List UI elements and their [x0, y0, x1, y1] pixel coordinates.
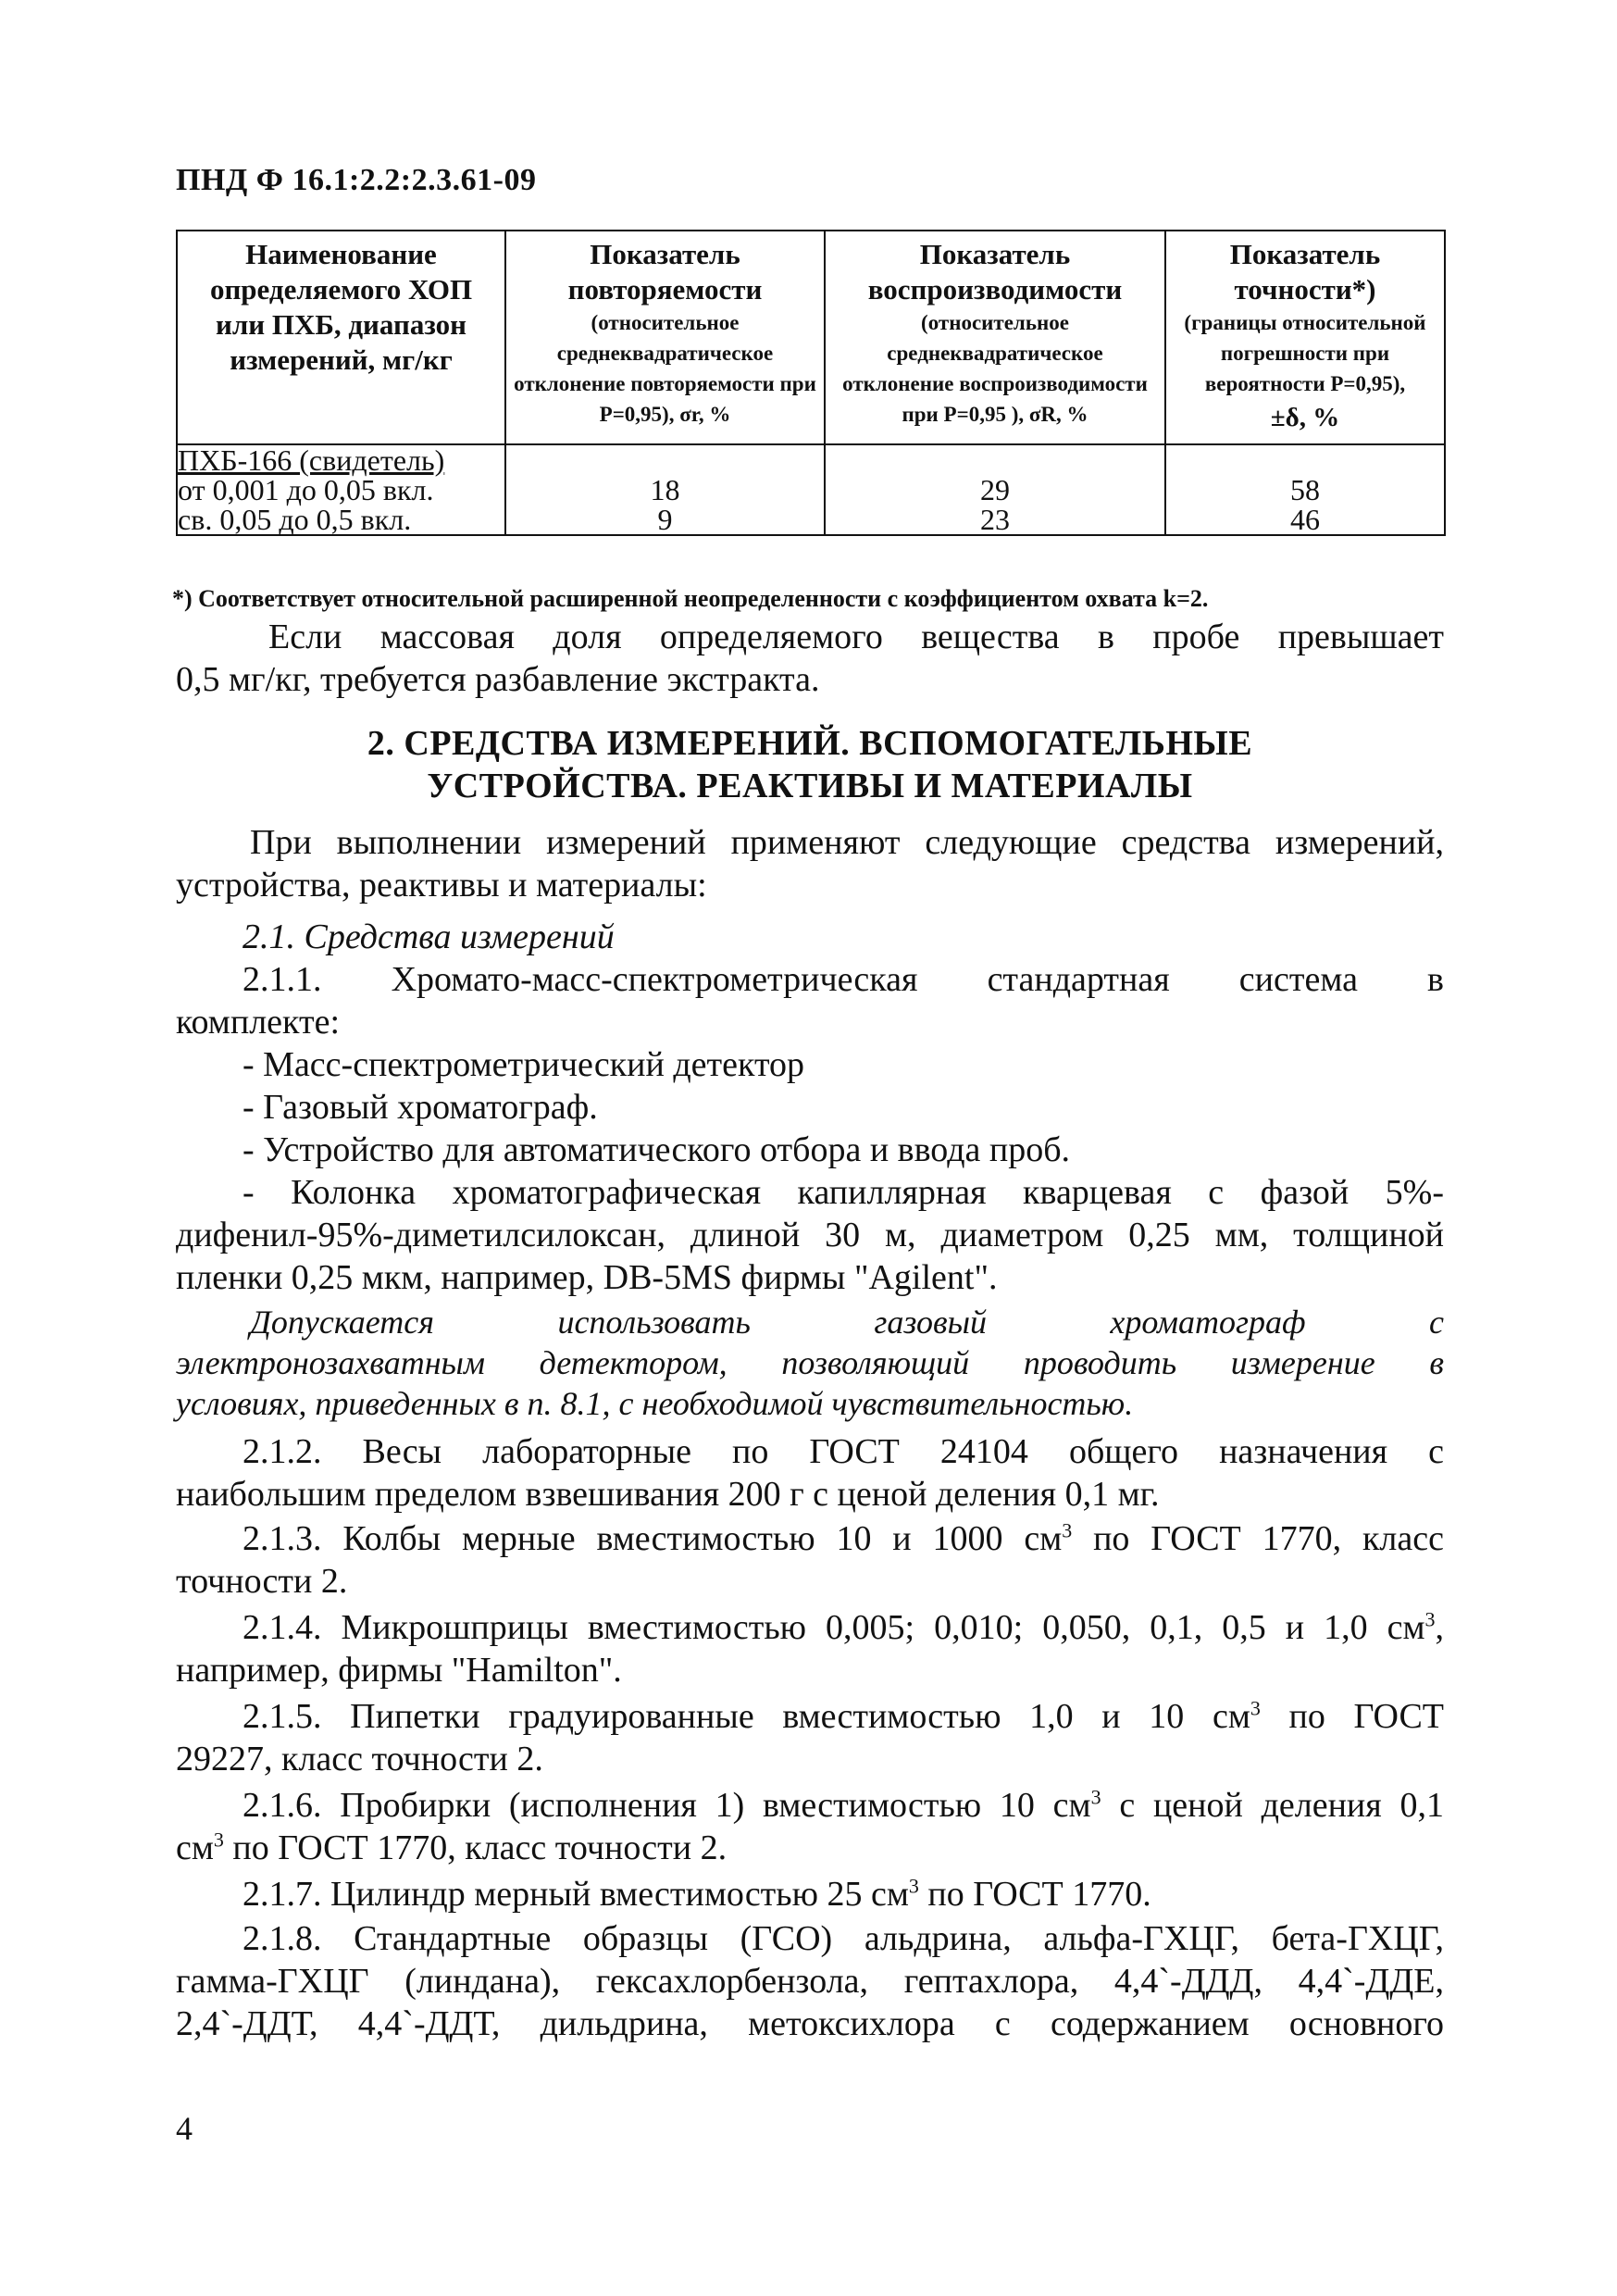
item-2-1-6-line-2 — [176, 1828, 727, 1868]
list-item-autosampler: - Устройство для автоматического отбора и ввода проб. — [243, 1130, 1071, 1169]
note-line-2: электронозахватным детектором, позволяющий проводить измерение в — [176, 1344, 1444, 1381]
col-header-accuracy-subtitle: (границы относительной погрешности при вероятности Р=0,95), — [1184, 311, 1426, 395]
item-2-1-8-line-3: 2,4`-ДДТ, 4,4`-ДДТ, дильдрина, метоксихлора с содержанием основного — [176, 2004, 1444, 2043]
accuracy-2: 46 — [1290, 503, 1320, 536]
dilution-line-2: 0,5 мг/кг, требуется разбавление экстракта. — [176, 660, 820, 699]
reproducibility-1: 29 — [980, 473, 1010, 506]
col-header-reproducibility-subtitle: (относительное среднеквадратическое отклонение воспроизводимости при Р=0,95 ), σR, % — [842, 311, 1148, 426]
item-2-1-3-line-1 — [243, 1518, 1444, 1559]
item-2-1-1-line-1: 2.1.1. Хромато-масс-спектрометрическая стандартная система в — [243, 960, 1444, 999]
repeatability-1: 18 — [650, 473, 680, 506]
item-2-1-6-line-1 — [243, 1785, 1444, 1826]
item-2-1-2-line-2: наибольшим пределом взвешивания 200 г с ценой деления 0,1 мг. — [176, 1475, 1160, 1514]
item-2-1-6-text-a: 2.1.6. Пробирки (исполнения 1) вместимостью 10 см — [243, 1786, 1091, 1825]
range-2: св. 0,05 до 0,5 вкл. — [178, 503, 412, 536]
item-2-1-6-text-c: по ГОСТ 1770, класс точности 2. — [223, 1828, 728, 1867]
item-2-1-7-text-a: 2.1.7. Цилиндр мерный вместимостью 25 см — [243, 1875, 909, 1914]
item-2-1-5-text-a: 2.1.5. Пипетки градуированные вместимостью 1,0 и 10 см — [243, 1697, 1250, 1736]
item-2-1-1-line-2: комплекте: — [176, 1003, 341, 1042]
section-title-line-2: УСТРОЙСТВА. РЕАКТИВЫ И МАТЕРИАЛЫ — [427, 767, 1193, 805]
table-row — [177, 444, 1445, 535]
col-header-repeatability — [505, 231, 825, 444]
item-2-1-8-line-2: гамма-ГХЦГ (линдана), гексахлорбензола, гептахлора, 4,4`-ДДД, 4,4`-ДДЕ, — [176, 1962, 1444, 2001]
accuracy-values — [1165, 444, 1445, 535]
col-header-reproducibility — [825, 231, 1165, 444]
accuracy-table — [176, 230, 1446, 536]
item-2-1-6-sup-2: 3 — [213, 1828, 224, 1852]
item-2-1-4-text-a: 2.1.4. Микрошприцы вместимостью 0,005; 0,010; 0,050, 0,1, 0,5 и 1,0 см — [243, 1608, 1425, 1647]
page-number: 4 — [176, 2110, 193, 2147]
item-2-1-4-text-b: , — [1435, 1608, 1444, 1647]
item-2-1-4-sup: 3 — [1424, 1607, 1436, 1631]
column-line-2: дифенил-95%-диметилсилоксан, длиной 30 м, диаметром 0,25 мм, толщиной — [176, 1216, 1444, 1254]
reproducibility-values — [825, 444, 1165, 535]
reproducibility-2: 23 — [980, 503, 1010, 536]
item-2-1-5-text-b: по ГОСТ — [1260, 1697, 1445, 1736]
note-line-1: Допускается использовать газовый хроматограф с — [250, 1304, 1444, 1341]
section-title-line-1: 2. СРЕДСТВА ИЗМЕРЕНИЙ. ВСПОМОГАТЕЛЬНЫЕ — [367, 724, 1253, 763]
item-2-1-8-line-1: 2.1.8. Стандартные образцы (ГСО) альдрина, альфа-ГХЦГ, бета-ГХЦГ, — [243, 1919, 1444, 1958]
document-code-header: ПНД Ф 16.1:2.2:2.3.61-09 — [176, 163, 537, 197]
repeatability-2: 9 — [657, 503, 673, 536]
item-2-1-3-sup: 3 — [1062, 1518, 1073, 1542]
intro-line-1: При выполнении измерений применяют следующие средства измерений, — [250, 823, 1444, 862]
accuracy-1: 58 — [1290, 473, 1320, 506]
item-2-1-5-sup: 3 — [1250, 1696, 1261, 1720]
group-label: ПХБ-166 (свидетель) — [178, 443, 445, 477]
note-line-3: условиях, приведенных в п. 8.1, с необходимой чувствительностью. — [176, 1385, 1134, 1422]
range-1: от 0,001 до 0,05 вкл. — [178, 473, 434, 506]
table-footnote: *) Соответствует относительной расширенной неопределенности с коэффициентом охвата k=2. — [172, 585, 1209, 612]
col-header-name-text: Наименование определяемого ХОП или ПХБ, диапазон измерений, мг/кг — [209, 238, 473, 376]
item-2-1-6-unit: см — [176, 1828, 214, 1867]
item-2-1-4-line-2: например, фирмы "Hamilton". — [176, 1651, 622, 1690]
col-header-reproducibility-title: Показатель воспроизводимости — [867, 238, 1123, 306]
item-2-1-3-text-b: по ГОСТ 1770, класс — [1072, 1519, 1444, 1558]
col-header-repeatability-title: Показатель повторяемости — [567, 238, 763, 306]
item-2-1-6-text-b: с ценой деления 0,1 — [1101, 1786, 1444, 1825]
column-line-3: пленки 0,25 мкм, например, DB-5MS фирмы "Agilent". — [176, 1258, 998, 1297]
col-header-repeatability-subtitle: (относительное среднеквадратическое отклонение повторяемости при Р=0,95), σr, % — [514, 311, 816, 426]
table-header-row — [177, 231, 1445, 444]
item-2-1-2-line-1: 2.1.2. Весы лабораторные по ГОСТ 24104 общего назначения с — [243, 1432, 1444, 1471]
col-header-name — [177, 231, 505, 444]
item-2-1-7-text-b: по ГОСТ 1770. — [918, 1875, 1151, 1914]
item-2-1-3-line-2: точности 2. — [176, 1562, 348, 1601]
item-2-1-3-text-a: 2.1.3. Колбы мерные вместимостью 10 и 1000 см — [243, 1519, 1063, 1558]
list-item-detector: - Масс-спектрометрический детектор — [243, 1045, 805, 1084]
item-2-1-7 — [243, 1874, 1151, 1915]
col-header-accuracy — [1165, 231, 1445, 444]
col-header-accuracy-tail: ±δ, % — [1270, 403, 1340, 432]
item-2-1-5-line-1 — [243, 1696, 1444, 1737]
column-line-1: - Колонка хроматографическая капиллярная кварцевая с фазой 5%- — [243, 1173, 1444, 1212]
list-item-chromatograph: - Газовый хроматограф. — [243, 1088, 598, 1127]
item-2-1-7-sup: 3 — [908, 1874, 919, 1898]
subsection-title: 2.1. Средства измерений — [243, 917, 615, 956]
repeatability-values — [505, 444, 825, 535]
item-2-1-5-line-2: 29227, класс точности 2. — [176, 1740, 543, 1778]
col-header-accuracy-title: Показатель точности*) — [1229, 238, 1381, 306]
item-2-1-4-line-1 — [243, 1607, 1444, 1648]
dilution-line-1: Если массовая доля определяемого вещества в пробе превышает — [268, 618, 1444, 656]
range-cell — [177, 444, 505, 535]
item-2-1-6-sup: 3 — [1090, 1785, 1101, 1809]
intro-line-2: устройства, реактивы и материалы: — [176, 866, 707, 905]
